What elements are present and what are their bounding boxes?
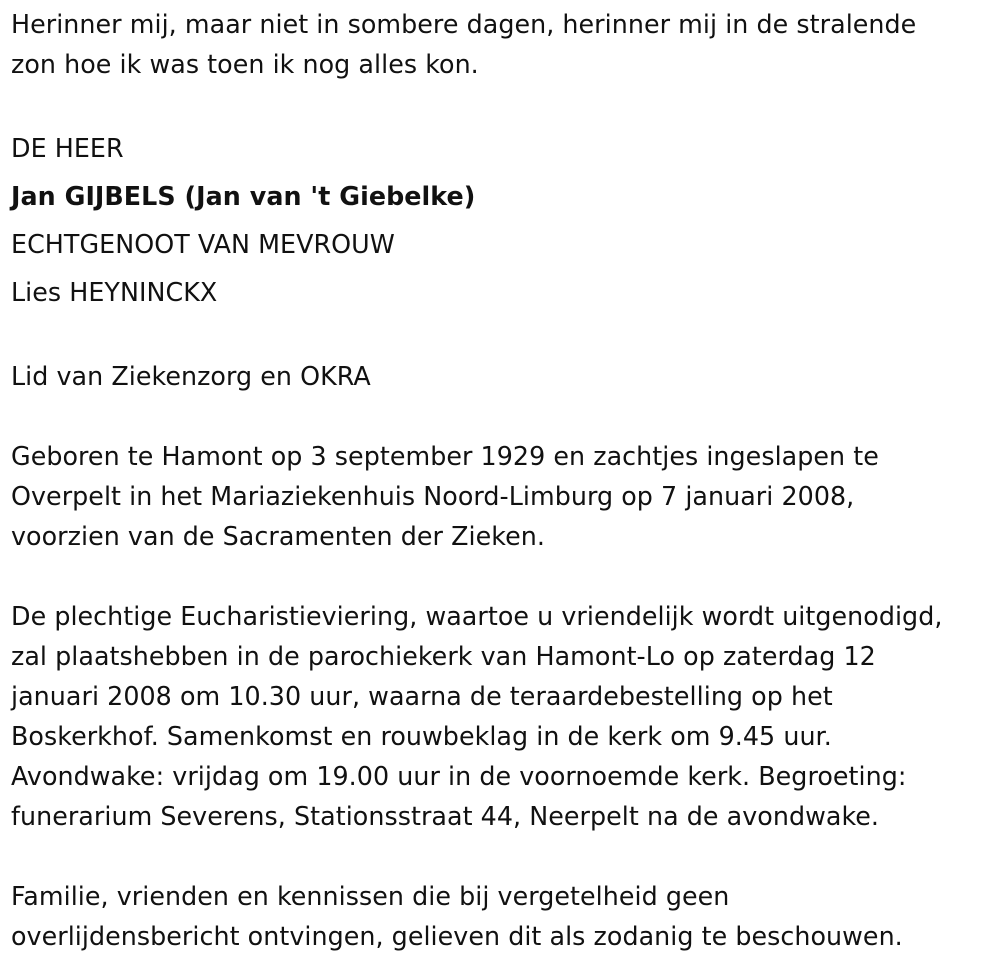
- deceased-title: DE HEER: [11, 133, 124, 163]
- birth-death-line-3: voorzien van de Sacramenten der Zieken.: [11, 521, 545, 551]
- deceased-name: Jan GIJBELS (Jan van 't Giebelke): [11, 181, 476, 211]
- motto-line-1: Herinner mij, maar niet in sombere dagen, herinner mij in de stralende: [11, 9, 917, 39]
- spacer: [11, 836, 1000, 876]
- notice-line-2: overlijdensbericht ontvingen, gelieven dit als zodanig te beschouwen.: [11, 921, 903, 951]
- ceremony-line-5: Avondwake: vrijdag om 19.00 uur in de voornoemde kerk. Begroeting:: [11, 761, 907, 791]
- ceremony-line-1: De plechtige Eucharistieviering, waartoe u vriendelijk wordt uitgenodigd,: [11, 601, 943, 631]
- notice-line-1: Familie, vrienden en kennissen die bij vergetelheid geen: [11, 881, 730, 911]
- ceremony-line-4: Boskerkhof. Samenkomst en rouwbeklag in de kerk om 9.45 uur.: [11, 721, 832, 751]
- ceremony-line-2: zal plaatshebben in de parochiekerk van Hamont-Lo op zaterdag 12: [11, 641, 876, 671]
- deceased-relation: ECHTGENOOT VAN MEVROUW: [11, 229, 395, 259]
- birth-death-line-1: Geboren te Hamont op 3 september 1929 en zachtjes ingeslapen te: [11, 441, 879, 471]
- spacer: [11, 84, 1000, 124]
- ceremony-line-6: funerarium Severens, Stationsstraat 44, Neerpelt na de avondwake.: [11, 801, 880, 831]
- membership-line: Lid van Ziekenzorg en OKRA: [11, 361, 371, 391]
- spacer: [11, 556, 1000, 596]
- motto-line-2: zon hoe ik was toen ik nog alles kon.: [11, 49, 479, 79]
- spacer: [11, 396, 1000, 436]
- deceased-spouse: Lies HEYNINCKX: [11, 277, 218, 307]
- spacer: [11, 316, 1000, 356]
- ceremony-line-3: januari 2008 om 10.30 uur, waarna de teraardebestelling op het: [11, 681, 833, 711]
- birth-death-line-2: Overpelt in het Mariaziekenhuis Noord-Limburg op 7 januari 2008,: [11, 481, 855, 511]
